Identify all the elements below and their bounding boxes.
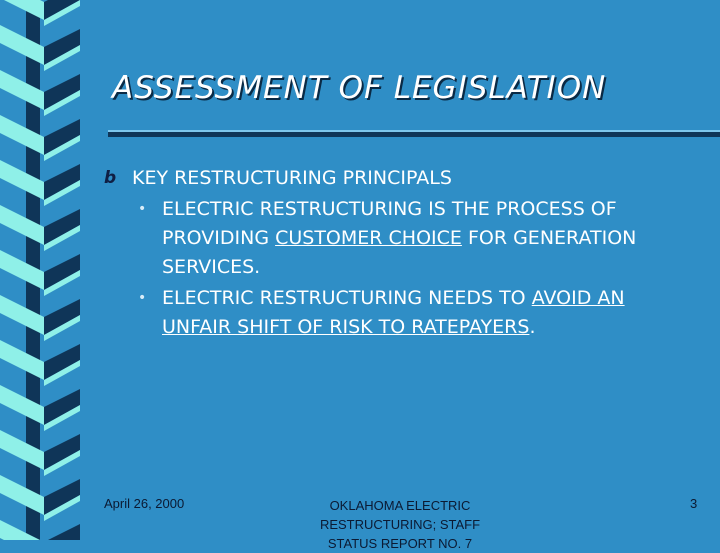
title-underline bbox=[108, 132, 720, 137]
sub-bullet-1 bbox=[104, 195, 642, 282]
sub-bullet-1-tail: FOR GENERATION SERVICES. bbox=[162, 227, 637, 278]
slide-body bbox=[104, 164, 684, 342]
slide-title: ASSESSMENT OF LEGISLATION bbox=[112, 70, 607, 106]
sub-bullet-1-emphasis: CUSTOMER CHOICE bbox=[275, 227, 462, 249]
bullet-heading-text: KEY RESTRUCTURING PRINCIPALS bbox=[132, 167, 452, 189]
sub-bullet-2-tail: . bbox=[529, 316, 536, 338]
title-area bbox=[112, 70, 712, 128]
bullet-heading bbox=[104, 164, 684, 193]
sub-bullet-1-text: ELECTRIC RESTRUCTURING IS THE PROCESS OF PROVIDING bbox=[162, 198, 617, 249]
footer-center-line-2: RESTRUCTURING; STAFF bbox=[319, 517, 481, 532]
footer-center bbox=[300, 496, 500, 553]
left-decorative-border bbox=[0, 0, 80, 540]
sub-bullet-2-text: ELECTRIC RESTRUCTURING NEEDS TO bbox=[162, 287, 532, 309]
page-number: 3 bbox=[690, 496, 698, 511]
footer-date: April 26, 2000 bbox=[104, 496, 185, 511]
title-underline-highlight bbox=[108, 130, 720, 132]
footer-center-line-3: STATUS REPORT NO. 7 bbox=[327, 536, 473, 551]
sub-bullet-icon: • bbox=[138, 201, 147, 217]
bullet-icon: b bbox=[104, 168, 117, 188]
sub-bullet-icon: • bbox=[138, 290, 147, 306]
sub-bullet-2-emphasis: AVOID AN UNFAIR SHIFT OF RISK TO RATEPAYERS bbox=[162, 287, 625, 338]
footer-center-line-1: OKLAHOMA ELECTRIC bbox=[329, 498, 471, 513]
sub-bullet-2 bbox=[104, 284, 642, 342]
